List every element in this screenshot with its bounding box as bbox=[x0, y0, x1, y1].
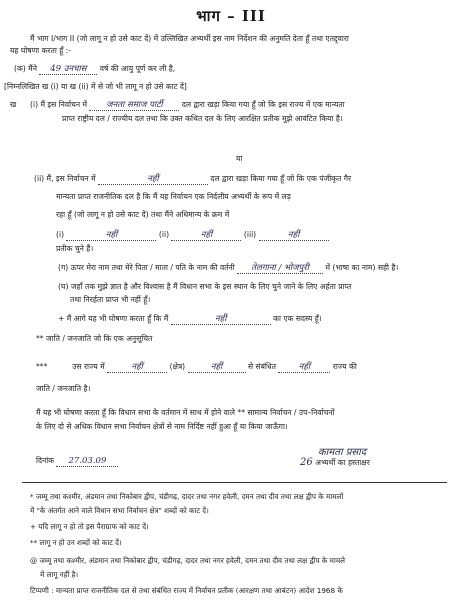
final-declaration-1: मैं यह भी घोषणा करता हूँ कि विधान सभा के वर्तमान में साथ में होने वाले ** सामान्य निर्वाचन / उप–निर्वाचनों bbox=[36, 408, 335, 417]
item-ga-suffix: में (भाषा का नाम) सही है। bbox=[325, 263, 399, 272]
item-kha-ii-prefix: (ii) मैं, इस निर्वाचन में bbox=[34, 174, 96, 183]
item-ga bbox=[58, 263, 398, 274]
symbol-label-i: (i) bbox=[56, 230, 65, 239]
item-kha-i bbox=[30, 100, 345, 111]
or-text: या bbox=[236, 154, 243, 163]
caste-note: ** जाति / जनजाति जो कि एक अनुसूचित bbox=[36, 334, 153, 343]
caste-end: जाति / जनजाति है। bbox=[36, 384, 91, 393]
item-ka-prefix: (क) मैंने bbox=[14, 64, 37, 73]
candidate-signature bbox=[300, 444, 370, 468]
item-kha-label: ख bbox=[10, 100, 17, 109]
area-label: (क्षेत्र) bbox=[169, 362, 186, 371]
footnote-3: + यदि लागू न हो तो इस पैराग्राफ को काट दें। bbox=[30, 522, 149, 531]
signature-scribble: कामता प्रसाद bbox=[318, 447, 367, 458]
date-field: 27.03.09 bbox=[56, 456, 118, 467]
membership-field: नहीं bbox=[171, 314, 271, 325]
date-label: दिनांक bbox=[36, 456, 55, 465]
footnote-4: ** लागू न हो उन शब्दों को काट दें। bbox=[30, 538, 122, 547]
footnote-divider bbox=[22, 482, 447, 483]
final-declaration-2: के लिए दो से अधिक विधान सभा निर्वाचन क्षेत्रों से नाम निर्दिष्ट नहीं हुआ हूँ या किया जाऊँगा। bbox=[36, 422, 288, 431]
caste-field: नहीं bbox=[107, 362, 167, 373]
footnote-6: में लागू नहीं है। bbox=[40, 570, 79, 579]
item-kha-i-prefix: (i) मैं इस निर्वाचन में bbox=[30, 100, 88, 109]
language-field: तेलगाना / भोजपुरी bbox=[237, 263, 323, 274]
intro-line-1: मैं भाग I/भाग II (जो लागू न हो उसे काट दें) में उल्लिखित अभ्यर्थी इस नाम निर्देशन की अनुमति देता हूँ तथा एतद्द्वारा bbox=[30, 34, 349, 43]
area-field: नहीं bbox=[188, 362, 246, 373]
signature-label: अभ्यर्थी का हस्ताक्षर bbox=[315, 458, 370, 467]
related-label: से संबंधित bbox=[247, 362, 276, 371]
footnote-5: @ जम्मू तथा कश्मीर, अंडमान तथा निकोबार द्वीप, चंडीगढ़, दादर तथा नगर हवेली, दमन तथा दीव तथा लक्ष द्वीप के मामले bbox=[30, 556, 345, 565]
item-plus bbox=[58, 314, 322, 325]
item-kha-i-suffix: दल द्वारा खड़ा किया गया हूँ जो कि इस राज्य में एक मान्यता bbox=[181, 100, 345, 109]
item-plus-prefix: + मैं आगे यह भी घोषणा करता हूँ कि मैं bbox=[58, 314, 169, 323]
item-plus-suffix: का एक सदस्य हूँ। bbox=[273, 314, 322, 323]
item-gha-line2: तथा निरर्हता प्राप्त भी नहीं हूँ। bbox=[70, 295, 151, 304]
item-ga-prefix: (ग) ऊपर मेरा नाम तथा मेरे पिता / माता / पति के नाम की वर्तनी bbox=[58, 263, 235, 272]
symbol-choices bbox=[56, 230, 329, 241]
signature-number: 26 bbox=[300, 457, 313, 468]
caste-declaration bbox=[36, 362, 357, 373]
item-kha-ii bbox=[34, 174, 351, 185]
footnote-2: में "के अंतर्गत आने वाले विधान सभा निर्वाचन क्षेत्र" शब्दों को काट दें। bbox=[30, 506, 209, 515]
page-title: भाग – III bbox=[196, 7, 266, 25]
symbol-label-ii: (ii) bbox=[158, 230, 170, 239]
party-name-field: जनता समाज पार्टी bbox=[89, 100, 179, 111]
item-kha-ii-suffix: दल द्वारा खड़ा किया गया हूँ जो कि एक पंजीकृत गैर bbox=[210, 174, 352, 183]
symbol-field-iii: नहीं bbox=[259, 230, 329, 241]
signature-row bbox=[300, 458, 370, 468]
item-kha-i-line2: प्राप्त राष्ट्रीय दल / राज्यीय दल तथा कि उक्त कथित दल के लिए आरक्षित प्रतीक मुझे आवंटित किया है। bbox=[62, 114, 343, 123]
symbol-field-ii: नहीं bbox=[171, 230, 241, 241]
caste-state-prefix: उस राज्य में bbox=[72, 362, 105, 371]
state-suffix: राज्य की bbox=[332, 362, 357, 371]
intro-line-2: यह घोषणा करता हूँ :- bbox=[10, 46, 71, 55]
symbol-field-i: नहीं bbox=[66, 230, 156, 241]
item-ka-suffix: वर्ष की आयु पूर्ण कर ली है, bbox=[99, 64, 176, 73]
state-field: नहीं bbox=[278, 362, 330, 373]
instruction-note: [निम्नलिखित ख (i) या ख (ii) में से जो भी लागू न हो उसे काट दें] bbox=[4, 82, 187, 91]
date-row bbox=[36, 456, 118, 467]
item-kha-ii-line2: मान्यता प्राप्त राजनीतिक दल है कि मैं यह निर्वाचन एक निर्दलीय अभ्यर्थी के रूप में लड़ bbox=[56, 192, 291, 201]
symbol-label-iii: (iii) bbox=[243, 230, 257, 239]
age-field: 49 उनचास bbox=[39, 64, 97, 75]
item-gha-line1: (घ) जहाँ तक मुझे ज्ञात है और विश्वास है मैं विधान सभा के इस स्थान के लिए चुने जाने के लिए अर्हता प्राप्त bbox=[58, 282, 352, 291]
symbol-chosen-text: प्रतीक चुने हैं। bbox=[56, 244, 94, 253]
footnote-note: टिप्पणी : मान्यता प्राप्त राजनीतिक दल से तथा संबंधित राज्य में निर्वाचन प्रतीक (आरक्षण तथा आबंटन) आदेश 1968 के bbox=[30, 586, 343, 595]
triple-star: *** bbox=[36, 362, 48, 371]
footnote-1: * जम्मू तथा कश्मीर, अंडमान तथा निकोबार द्वीप, चंडीगढ़, दादर तथा नगर हवेली, दमन तथा दीव तथा लक्ष द्वीप के मामलों bbox=[30, 492, 344, 501]
item-ka bbox=[14, 64, 175, 75]
independent-party-field: नहीं bbox=[98, 174, 208, 185]
item-kha-ii-line3: रहा हूँ (जो लागू न हो उसे काट दें) तथा मैंने अधिमान्य के क्रम में bbox=[56, 210, 230, 219]
